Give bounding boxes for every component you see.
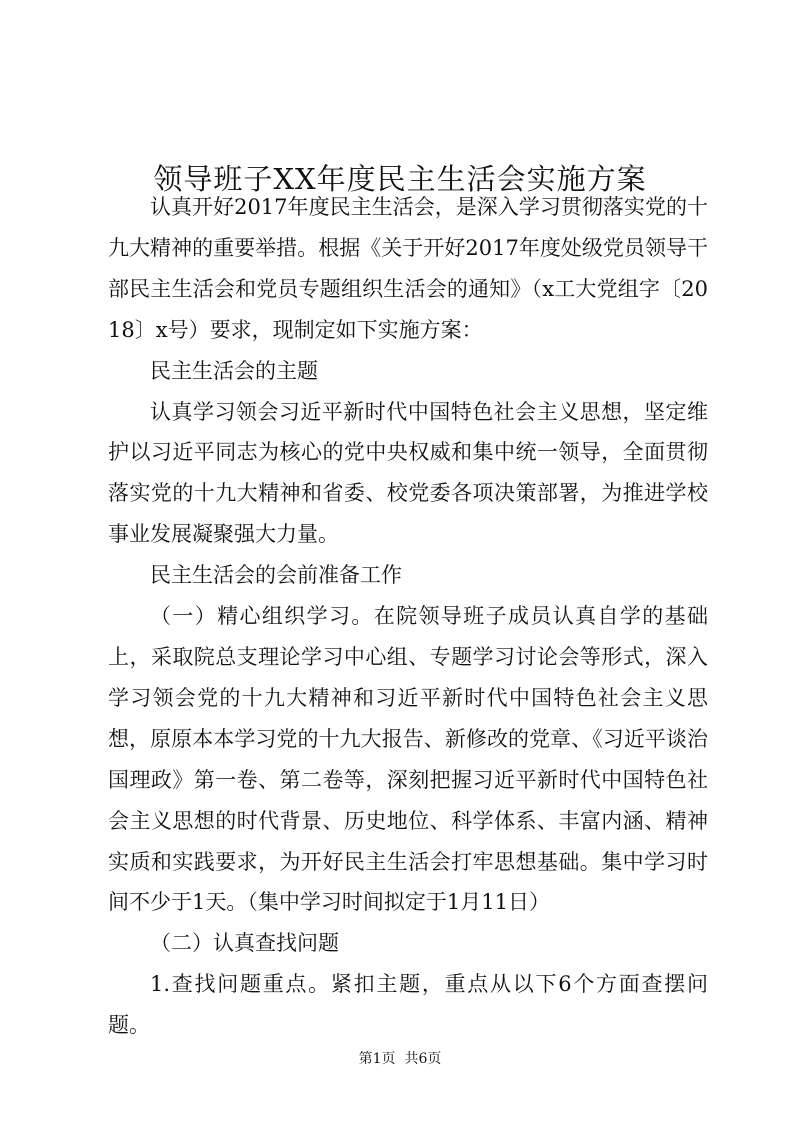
paragraph-problem-focus: 1.查找问题重点。紧扣主题，重点从以下6个方面查摆问题。 <box>108 972 708 1038</box>
paragraph-intro: 认真开好2017年度民主生活会，是深入学习贯彻落实党的十九大精神的重要举措。根据《关于开好2017年度处级党员领导干部民主生活会和党员专题组织生活会的通知》（x工大党组字〔2018〕x号）要求，现制定如下实施方案： <box>108 195 708 342</box>
page-footer <box>0 1049 800 1069</box>
paragraph-study: （一）精心组织学习。在院领导班子成员认真自学的基础上，采取院总支理论学习中心组、专题学习讨论会等形式，深入学习领会党的十九大精神和习近平新时代中国特色社会主义思想，原原本本学习党的十九大报告、新修改的党章、《习近平谈治国理政》第一卷、第二卷等，深刻把握习近平新时代中国特色社会主义思想的时代背景、历史地位、科学体系、丰富内涵、精神实质和实践要求，为开好民主生活会打牢思想基础。集中学习时间不少于1天。（集中学习时间拟定于1月11日） <box>108 604 708 915</box>
document-title: 领导班子XX年度民主生活会实施方案 <box>153 162 647 197</box>
subheading-find-problems: （二）认真查找问题 <box>150 931 339 956</box>
page-total: 共6页 <box>404 1051 442 1067</box>
document-body <box>108 187 708 1046</box>
page-number: 第1页 <box>358 1051 396 1067</box>
section-heading-preparation: 民主生活会的会前准备工作 <box>150 563 402 588</box>
paragraph-theme: 认真学习领会习近平新时代中国特色社会主义思想，坚定维护以习近平同志为核心的党中央权威和集中统一领导，全面贯彻落实党的十九大精神和省委、校党委各项决策部署，为推进学校事业发展凝聚强大力量。 <box>108 399 708 547</box>
section-heading-theme: 民主生活会的主题 <box>150 358 318 383</box>
